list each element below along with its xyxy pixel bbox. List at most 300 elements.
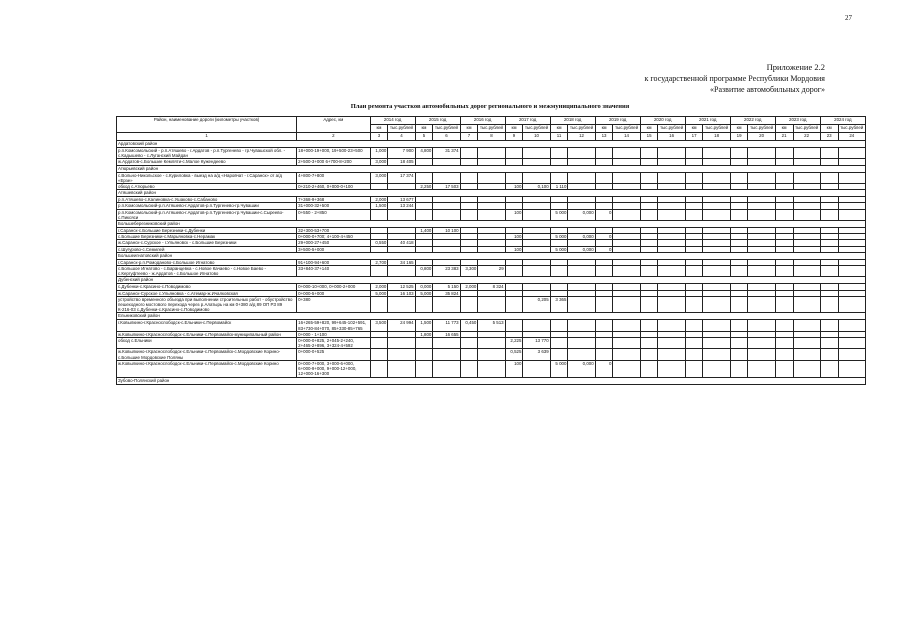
value-cell — [703, 320, 730, 331]
value-cell: 1 110 — [550, 184, 568, 190]
header-year: 2015 год — [415, 117, 460, 125]
value-cell: 0 — [595, 209, 613, 220]
value-cell — [640, 172, 658, 183]
value-cell — [415, 172, 433, 183]
value-cell — [775, 266, 793, 277]
value-cell — [523, 320, 550, 331]
value-cell — [550, 266, 568, 277]
value-cell — [640, 209, 658, 220]
value-cell: 5 000 — [550, 209, 568, 220]
header-column-number: 7 — [460, 133, 478, 141]
header-unit-km: км — [550, 125, 568, 133]
value-cell — [460, 360, 478, 377]
value-cell — [775, 338, 793, 349]
value-cell — [550, 148, 568, 159]
value-cell — [820, 320, 838, 331]
value-cell: 31 374 — [433, 148, 460, 159]
value-cell — [703, 338, 730, 349]
header-year: 2018 год — [550, 117, 595, 125]
header-column-number: 17 — [685, 133, 703, 141]
section-title: Большеигнатовский район — [117, 252, 866, 259]
value-cell: 2,000 — [370, 197, 388, 203]
header-year: 2023 год — [775, 117, 820, 125]
value-cell — [685, 360, 703, 377]
value-cell: 13 770 — [523, 338, 550, 349]
section-row — [117, 165, 866, 172]
value-cell — [613, 148, 640, 159]
value-cell — [838, 266, 865, 277]
value-cell: 5 000 — [550, 234, 568, 240]
header-unit-rub: тыс.рублей — [478, 125, 505, 133]
value-cell: 34 165 — [388, 259, 415, 265]
value-cell: 40 418 — [388, 240, 415, 246]
header-row-years — [117, 117, 866, 125]
value-cell — [523, 209, 550, 220]
value-cell — [550, 172, 568, 183]
value-cell: 35 824 — [433, 290, 460, 296]
road-name: ж.Ковылкино-г.Краснослободск-с.Ельники-с.Первомайск-с.Мордовские Корино-с.Большие Мордовские Поляны — [117, 349, 297, 360]
value-cell: 0 — [595, 246, 613, 252]
header-column-number: 12 — [568, 133, 595, 141]
table-row — [117, 360, 866, 377]
value-cell: 1,500 — [370, 203, 388, 209]
value-cell: 2,000 — [370, 284, 388, 290]
value-cell — [838, 360, 865, 377]
value-cell — [415, 349, 433, 360]
value-cell — [568, 320, 595, 331]
appendix-line-3: «Развитие автомобильных дорог» — [710, 85, 825, 94]
value-cell: 16 655 — [433, 331, 460, 337]
appendix-line-2: к государственной программе Республики Мордовия — [644, 74, 825, 83]
value-cell — [433, 296, 460, 313]
value-cell: 0,800 — [415, 266, 433, 277]
value-cell — [478, 148, 505, 159]
header-year: 2024 год — [820, 117, 865, 125]
section-title: Зубово-Полянский район — [117, 377, 866, 384]
value-cell: 3,300 — [460, 266, 478, 277]
header-unit-km: км — [775, 125, 793, 133]
value-cell — [685, 349, 703, 360]
value-cell — [370, 266, 388, 277]
header-column-number: 5 — [415, 133, 433, 141]
value-cell — [523, 148, 550, 159]
value-cell: 13 677 — [388, 197, 415, 203]
value-cell: 23 383 — [433, 266, 460, 277]
value-cell — [388, 296, 415, 313]
value-cell — [595, 148, 613, 159]
value-cell — [595, 338, 613, 349]
header-unit-rub: тыс.рублей — [838, 125, 865, 133]
header-column-number: 1 — [117, 133, 297, 141]
header-unit-km: км — [460, 125, 478, 133]
header-year: 2021 год — [685, 117, 730, 125]
value-cell: 12 525 — [388, 284, 415, 290]
value-cell — [658, 349, 685, 360]
value-cell: 5 150 — [433, 284, 460, 290]
road-address: 0+550 - 2+850 — [297, 209, 370, 220]
value-cell — [370, 338, 388, 349]
header-unit-rub: тыс.рублей — [523, 125, 550, 133]
page-number: 27 — [845, 14, 852, 22]
section-row — [117, 190, 866, 197]
value-cell — [460, 349, 478, 360]
value-cell: 3,000 — [370, 159, 388, 165]
header-column-number: 18 — [703, 133, 730, 141]
road-address: 31+000-32+500 — [297, 203, 370, 209]
header-column-number: 2 — [297, 133, 370, 141]
road-name: с.Большие Березники-с.Марьяновка-с.Нерамак — [117, 234, 297, 240]
value-cell — [505, 296, 523, 313]
road-address: 0+000-5+000 — [297, 290, 370, 296]
header-unit-rub: тыс.рублей — [748, 125, 775, 133]
header-column-number: 24 — [838, 133, 865, 141]
value-cell: 10 100 — [433, 228, 460, 234]
header-unit-rub: тыс.рублей — [793, 125, 820, 133]
value-cell — [595, 266, 613, 277]
value-cell — [568, 266, 595, 277]
header-year: 2017 год — [505, 117, 550, 125]
value-cell — [775, 360, 793, 377]
value-cell: 0 — [595, 360, 613, 377]
value-cell — [613, 349, 640, 360]
appendix-line-1: Приложение 2.2 — [766, 62, 825, 72]
value-cell — [775, 296, 793, 313]
value-cell — [820, 266, 838, 277]
value-cell — [460, 338, 478, 349]
value-cell — [838, 172, 865, 183]
header-column-number: 21 — [775, 133, 793, 141]
value-cell: 8 324 — [478, 284, 505, 290]
header-column-number: 19 — [730, 133, 748, 141]
road-name: с.Дубенки-с.Красино-с.Поводимово — [117, 284, 297, 290]
header-column-number: 9 — [505, 133, 523, 141]
value-cell: 17 503 — [433, 184, 460, 190]
value-cell: 5 000 — [550, 360, 568, 377]
header-year: 2019 год — [595, 117, 640, 125]
section-row — [117, 377, 866, 384]
value-cell — [568, 349, 595, 360]
table-row — [117, 338, 866, 349]
table-row — [117, 172, 866, 183]
road-name: г.Саранск-с.Большие Березники-с.Дубенки — [117, 228, 297, 234]
value-cell: 3 639 — [523, 349, 550, 360]
value-cell — [550, 320, 568, 331]
road-address: 0+380 — [297, 296, 370, 313]
value-cell — [505, 148, 523, 159]
value-cell — [730, 296, 748, 313]
value-cell — [388, 209, 415, 220]
table-row — [117, 266, 866, 277]
header-road-name: Район, наименование дороги (километры участков) — [117, 117, 297, 133]
value-cell — [523, 266, 550, 277]
road-name: ж.Ковылкино-г.Краснослободск-с.Ельники-с.Первомайск-с.Мордовские Корино — [117, 360, 297, 377]
value-cell: 1,500 — [415, 320, 433, 331]
header-column-number: 20 — [748, 133, 775, 141]
header-column-number: 8 — [478, 133, 505, 141]
value-cell — [748, 148, 775, 159]
header-column-number: 23 — [820, 133, 838, 141]
value-cell — [595, 172, 613, 183]
value-cell — [793, 209, 820, 220]
value-cell — [523, 360, 550, 377]
value-cell — [460, 296, 478, 313]
section-title: Атюрьевский район — [117, 165, 866, 172]
value-cell — [568, 296, 595, 313]
value-cell — [640, 349, 658, 360]
table-row — [117, 148, 866, 159]
value-cell — [370, 209, 388, 220]
document-title: План ремонта участков автомобильных дорог регионального и межмуниципального значения — [350, 103, 630, 110]
value-cell — [838, 320, 865, 331]
value-cell — [793, 349, 820, 360]
value-cell: 2,225 — [505, 338, 523, 349]
value-cell — [703, 266, 730, 277]
value-cell: 0 — [595, 234, 613, 240]
header-unit-km: км — [415, 125, 433, 133]
road-address: 0+000-0+525 — [297, 349, 370, 360]
value-cell — [658, 296, 685, 313]
value-cell — [433, 360, 460, 377]
road-address: 0+000-7+000, 3+000-6+000, 6+000-9+000, 9+000-12+000, 12+000-16+300 — [297, 360, 370, 377]
table-row — [117, 209, 866, 220]
value-cell — [433, 209, 460, 220]
value-cell — [550, 349, 568, 360]
value-cell — [505, 172, 523, 183]
value-cell — [730, 360, 748, 377]
value-cell: 0,000 — [568, 209, 595, 220]
value-cell — [820, 209, 838, 220]
value-cell — [820, 360, 838, 377]
value-cell — [478, 296, 505, 313]
value-cell — [838, 148, 865, 159]
road-name: с.Вольно-Никольское - с.Куриловка - выезд на а/д «Наровчат - г.Саранск» от а/д «Ерзе» — [117, 172, 297, 183]
section-title: Большеберезниковский район — [117, 221, 866, 228]
value-cell — [370, 296, 388, 313]
table-row — [117, 349, 866, 360]
road-name: с.Большое Игнатово - с.Баранцевка - с.Новое Качаево - с.Новое Баево - с.Кергуфтеево - ж.Ардатов - с.Большое Игнатово — [117, 266, 297, 277]
header-unit-rub: тыс.рублей — [568, 125, 595, 133]
value-cell — [613, 338, 640, 349]
value-cell: 5 513 — [478, 320, 505, 331]
value-cell — [388, 360, 415, 377]
value-cell: 0,205 — [523, 296, 550, 313]
value-cell — [730, 320, 748, 331]
header-unit-rub: тыс.рублей — [703, 125, 730, 133]
value-cell — [613, 360, 640, 377]
road-name: обход с.Атюрьево — [117, 184, 297, 190]
value-cell — [748, 338, 775, 349]
value-cell — [460, 209, 478, 220]
value-cell — [820, 148, 838, 159]
value-cell — [730, 349, 748, 360]
value-cell — [703, 296, 730, 313]
value-cell: 0,450 — [460, 320, 478, 331]
value-cell — [388, 349, 415, 360]
value-cell: 29 — [478, 266, 505, 277]
value-cell — [658, 209, 685, 220]
value-cell: 16 103 — [388, 290, 415, 296]
value-cell — [568, 338, 595, 349]
value-cell — [820, 338, 838, 349]
value-cell — [433, 349, 460, 360]
value-cell — [460, 148, 478, 159]
value-cell — [595, 320, 613, 331]
header-column-number: 22 — [793, 133, 820, 141]
value-cell — [613, 320, 640, 331]
section-row — [117, 141, 866, 148]
value-cell — [775, 349, 793, 360]
value-cell: 0,000 — [568, 234, 595, 240]
value-cell — [685, 338, 703, 349]
value-cell — [550, 338, 568, 349]
value-cell — [838, 209, 865, 220]
value-cell — [370, 349, 388, 360]
value-cell — [613, 209, 640, 220]
value-cell: 7 900 — [388, 148, 415, 159]
value-cell — [658, 360, 685, 377]
value-cell — [388, 266, 415, 277]
header-unit-rub: тыс.рублей — [613, 125, 640, 133]
value-cell: 13 244 — [388, 203, 415, 209]
road-address: 32+300-53+700 — [297, 228, 370, 234]
section-title: Атяшевский район — [117, 190, 866, 197]
road-name: р.п.Атяшево-с.Калиновка-с.Ушаково-с.Сабаново — [117, 197, 297, 203]
road-address: 0+000-0+825, 2+045-2+240, 2+465-2+896, 3+324-4+592 — [297, 338, 370, 349]
value-cell — [478, 209, 505, 220]
road-name: р.п.Комсомольский-р.п.Атяшево-г.Ардатов-р.п.Тургенево-гр.Чувашии-с.Сыреево-с.Пиксяси — [117, 209, 297, 220]
value-cell — [523, 172, 550, 183]
road-address: 0+000-10+000, 0+000-2+000 — [297, 284, 370, 290]
value-cell: 1,800 — [415, 331, 433, 337]
header-row-numbers — [117, 133, 866, 141]
header-unit-km: км — [595, 125, 613, 133]
value-cell: 0,000 — [568, 246, 595, 252]
value-cell — [568, 172, 595, 183]
header-column-number: 13 — [595, 133, 613, 141]
value-cell — [703, 148, 730, 159]
road-name: с.Шугурово-с.Семилей — [117, 246, 297, 252]
value-cell: 100 — [505, 246, 523, 252]
header-column-number: 10 — [523, 133, 550, 141]
value-cell — [433, 172, 460, 183]
value-cell — [793, 360, 820, 377]
value-cell: 0,000 — [568, 360, 595, 377]
value-cell — [415, 360, 433, 377]
value-cell — [748, 349, 775, 360]
value-cell — [748, 266, 775, 277]
value-cell — [730, 338, 748, 349]
value-cell: 0,000 — [415, 284, 433, 290]
value-cell: 24 994 — [388, 320, 415, 331]
road-name: р.п.Комсомольский - р.п.Атяшево - г.Ардатов - р.п.Тургенево - гр.Чувашской обл. - с.Кадышево - с.Луганский Майдан — [117, 148, 297, 159]
value-cell — [748, 320, 775, 331]
value-cell — [685, 266, 703, 277]
header-column-number: 11 — [550, 133, 568, 141]
repair-plan-table — [116, 116, 866, 385]
value-cell — [433, 338, 460, 349]
value-cell — [505, 320, 523, 331]
section-title: Дубенский район — [117, 277, 866, 284]
value-cell — [793, 338, 820, 349]
road-address: 18+000-19+000, 19+500-23+500 — [297, 148, 370, 159]
header-unit-km: км — [370, 125, 388, 133]
value-cell — [640, 360, 658, 377]
value-cell — [478, 360, 505, 377]
road-name: ж.Ковылкино-г.Краснослободск-с.Ельники-с.Первомайск-муниципальный район — [117, 331, 297, 337]
value-cell — [703, 172, 730, 183]
value-cell — [415, 296, 433, 313]
value-cell — [388, 338, 415, 349]
value-cell — [478, 338, 505, 349]
section-row — [117, 313, 866, 320]
value-cell: 1,400 — [415, 228, 433, 234]
road-address: 0+000-0+700; 4+100-4+450 — [297, 234, 370, 240]
value-cell — [730, 172, 748, 183]
value-cell — [658, 266, 685, 277]
header-unit-km: км — [640, 125, 658, 133]
value-cell: 0,100 — [523, 184, 550, 190]
value-cell: 1,000 — [370, 148, 388, 159]
value-cell — [478, 172, 505, 183]
value-cell — [640, 296, 658, 313]
value-cell: 5,000 — [415, 290, 433, 296]
value-cell — [793, 320, 820, 331]
road-name: ж.Саранск-Сурское с.Ульяновка - с.Атемар-ж.Ичалковская — [117, 290, 297, 296]
header-year: 2020 год — [640, 117, 685, 125]
road-name: р.п.Комсомольский-р.п.Атяшево-г.Ардатов-р.п.Тургенево-гр.Чувашии — [117, 203, 297, 209]
value-cell: 3,500 — [370, 320, 388, 331]
value-cell — [658, 320, 685, 331]
header-address: Адрес, км — [297, 117, 370, 133]
road-address: 0+000 - 1+100 — [297, 331, 370, 337]
value-cell — [613, 266, 640, 277]
road-name: обход с.Ельники — [117, 338, 297, 349]
value-cell: 18 405 — [388, 159, 415, 165]
value-cell — [703, 360, 730, 377]
value-cell — [613, 296, 640, 313]
road-address: 29+000-27+450 — [297, 240, 370, 246]
header-unit-rub: тыс.рублей — [433, 125, 460, 133]
road-address: 3+500-5+000 — [297, 246, 370, 252]
value-cell: 0,550 — [370, 240, 388, 246]
value-cell: 0,525 — [505, 349, 523, 360]
value-cell — [685, 296, 703, 313]
value-cell — [658, 338, 685, 349]
value-cell — [478, 349, 505, 360]
header-column-number: 6 — [433, 133, 460, 141]
value-cell — [793, 296, 820, 313]
header-column-number: 14 — [613, 133, 640, 141]
road-address: 4+800-7+800 — [297, 172, 370, 183]
road-name: ж.Саранск-с.Сурское - г.Ульяновск - с.Большие Березники — [117, 240, 297, 246]
section-title: Ардатовский район — [117, 141, 866, 148]
value-cell — [640, 266, 658, 277]
value-cell: 11 773 — [433, 320, 460, 331]
appendix-note — [645, 62, 825, 95]
value-cell — [613, 172, 640, 183]
road-address: 7+368-9+368 — [297, 197, 370, 203]
value-cell — [775, 148, 793, 159]
value-cell — [775, 172, 793, 183]
header-column-number: 15 — [640, 133, 658, 141]
value-cell: 100 — [505, 184, 523, 190]
value-cell: 3 365 — [550, 296, 568, 313]
value-cell — [838, 338, 865, 349]
road-name: устройство временного объезда при выполнении строительных работ - обустройство пешеходного мостового перехода через р.Алатырь на км 0+380 а/д 89 ОП РЗ 89 К-216-03 с.Дубенки-с.Красино-с.Поводимово — [117, 296, 297, 313]
value-cell — [703, 349, 730, 360]
value-cell — [685, 172, 703, 183]
value-cell: 2,700 — [370, 259, 388, 265]
